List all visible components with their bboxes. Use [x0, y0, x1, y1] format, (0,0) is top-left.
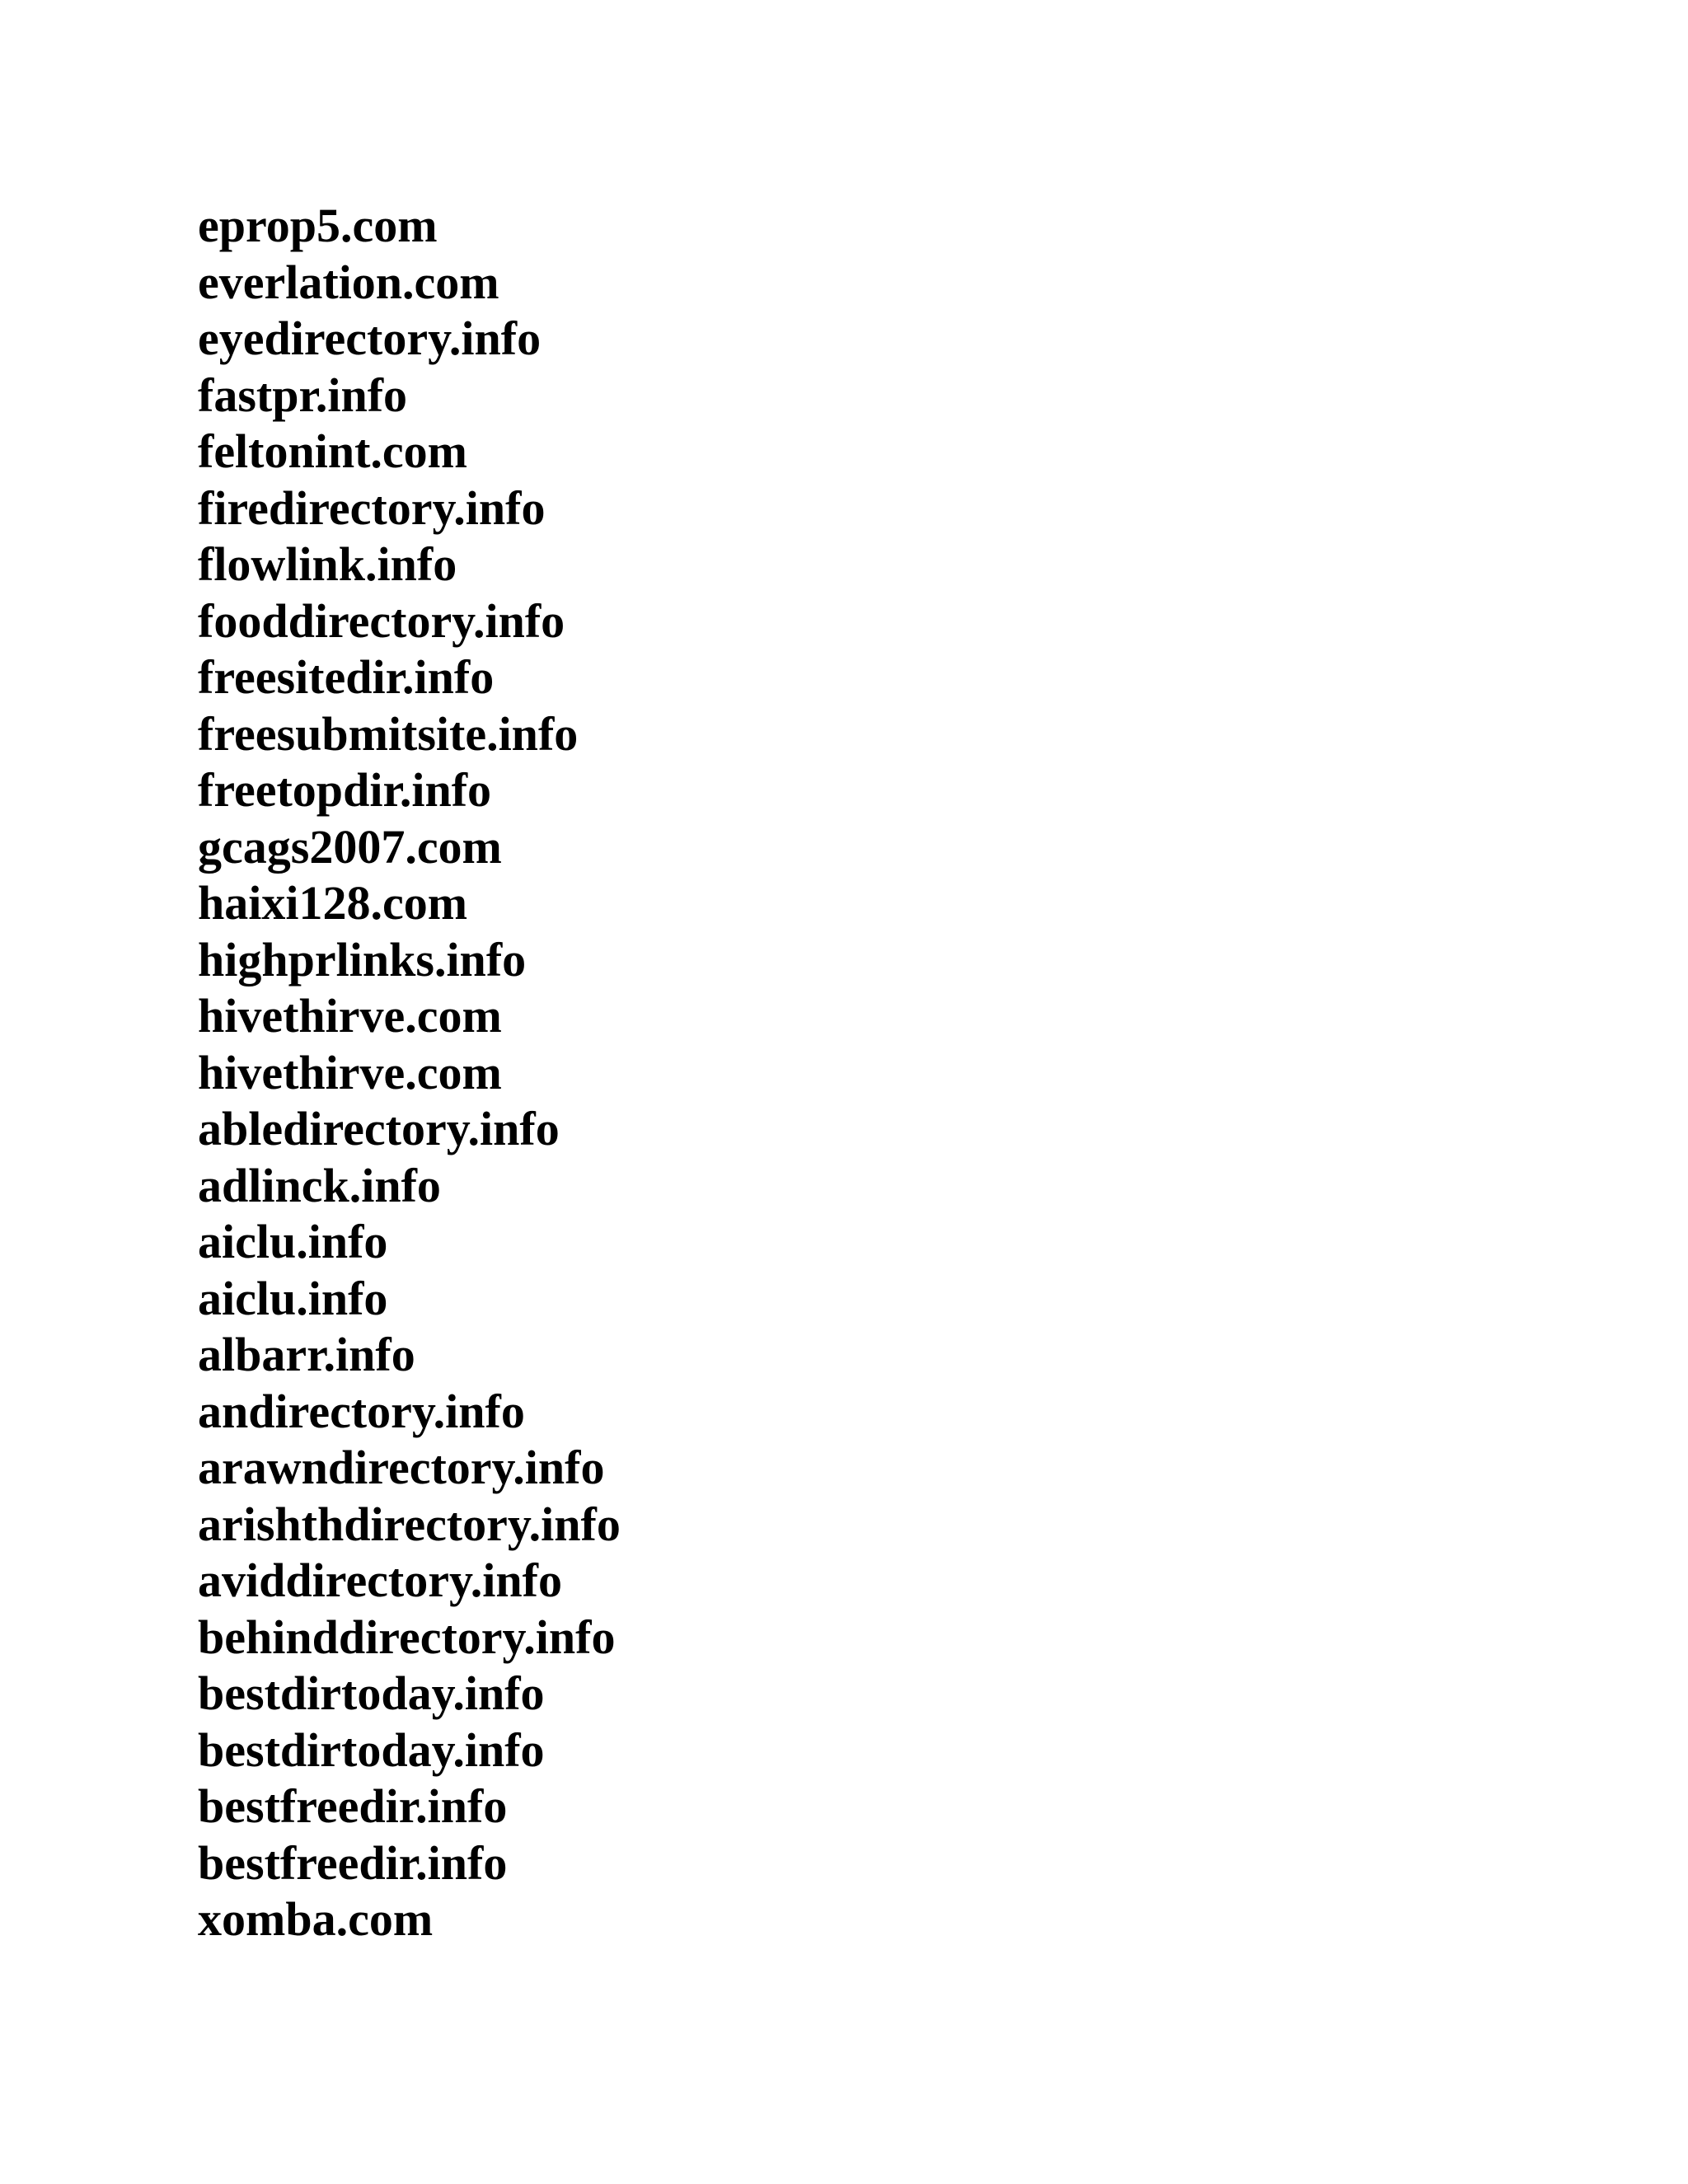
- domain-entry: everlation.com: [198, 255, 499, 309]
- domain-entry: bestfreedir.info: [198, 1835, 508, 1890]
- domain-entry: hivethirve.com: [198, 989, 502, 1043]
- domain-entry: arishthdirectory.info: [198, 1497, 621, 1551]
- domain-entry: abledirectory.info: [198, 1102, 560, 1155]
- domain-entry: fastpr.info: [198, 368, 408, 422]
- domain-entry: freetopdir.info: [198, 763, 492, 817]
- domain-entry: fooddirectory.info: [198, 593, 565, 648]
- domain-entry: flowlink.info: [198, 537, 457, 591]
- domain-entry: arawndirectory.info: [198, 1441, 605, 1494]
- domain-entry: aviddirectory.info: [198, 1554, 562, 1607]
- domain-entry: firedirectory.info: [198, 480, 546, 535]
- domain-entry: bestdirtoday.info: [198, 1722, 545, 1777]
- domain-entry: freesitedir.info: [198, 650, 495, 704]
- domain-entry: eyedirectory.info: [198, 312, 542, 365]
- domain-entry: highprlinks.info: [198, 932, 527, 987]
- domain-entry: freesubmitsite.info: [198, 706, 579, 761]
- domain-entry: aiclu.info: [198, 1215, 388, 1268]
- domain-entry: haixi128.com: [198, 876, 468, 930]
- domain-entry: feltonint.com: [198, 424, 467, 478]
- domain-entry: bestdirtoday.info: [198, 1666, 545, 1720]
- domain-entry: bestfreedir.info: [198, 1779, 508, 1833]
- domain-entry: xomba.com: [198, 1892, 434, 1946]
- domain-entry: hivethirve.com: [198, 1045, 502, 1099]
- domain-entry: behinddirectory.info: [198, 1610, 616, 1664]
- domain-entry: adlinck.info: [198, 1158, 441, 1212]
- domain-entry: eprop5.com: [198, 199, 438, 252]
- domain-entry: albarr.info: [198, 1328, 415, 1381]
- domain-list: [198, 198, 621, 1948]
- domain-entry: andirectory.info: [198, 1384, 525, 1438]
- domain-entry: gcags2007.com: [198, 819, 502, 874]
- domain-entry: aiclu.info: [198, 1271, 388, 1325]
